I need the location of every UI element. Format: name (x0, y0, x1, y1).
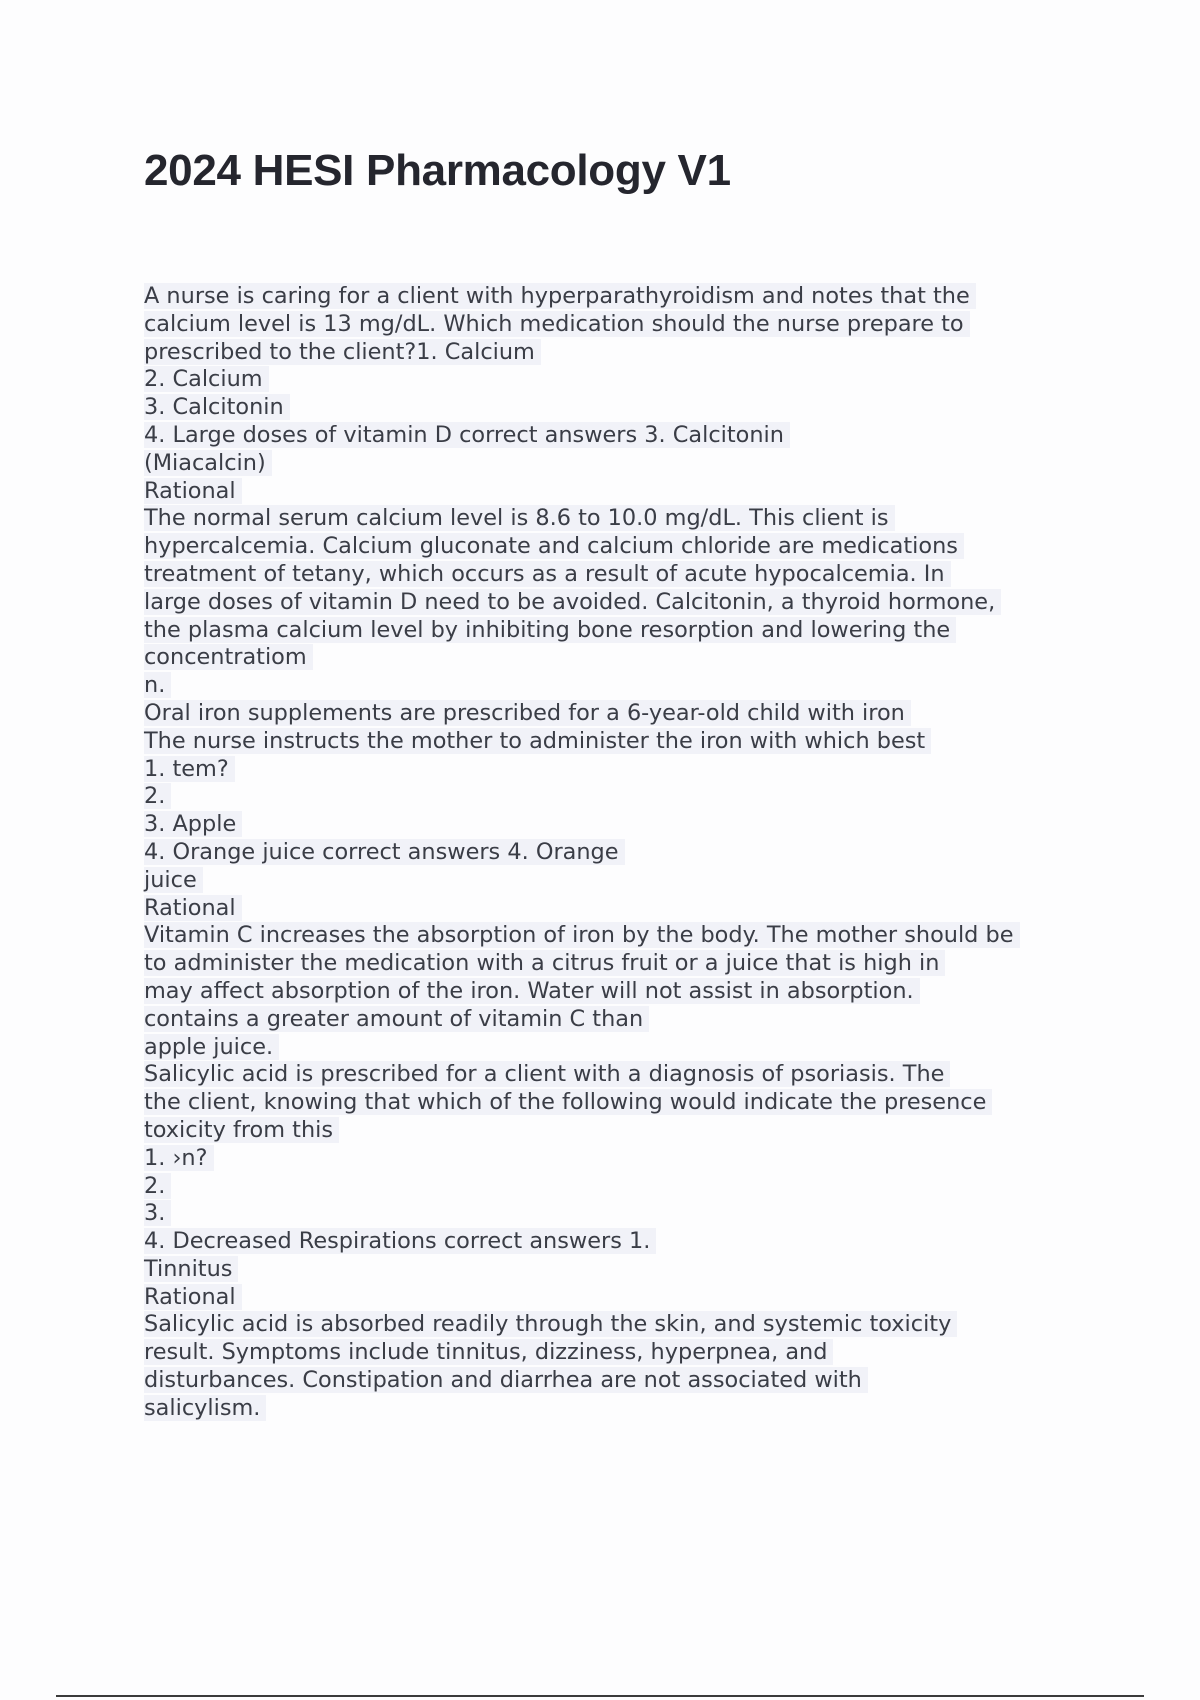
text-line (144, 672, 1084, 700)
text-line (144, 283, 1084, 311)
text-line (144, 1145, 1084, 1173)
text-line (144, 728, 1084, 756)
text-line (144, 311, 1084, 339)
text-line (144, 839, 1084, 867)
text-line-content: prescribed to the client?1. Calcium (144, 339, 541, 365)
text-line (144, 1311, 1084, 1339)
text-line (144, 617, 1084, 645)
text-line-content: 2. (144, 783, 171, 809)
text-line-content: the plasma calcium level by inhibiting bone resorption and lowering the (144, 617, 956, 643)
text-line (144, 644, 1084, 672)
text-line (144, 1339, 1084, 1367)
text-line-content: large doses of vitamin D need to be avoided. Calcitonin, a thyroid hormone, (144, 589, 1001, 615)
text-line (144, 811, 1084, 839)
text-line (144, 561, 1084, 589)
text-line-content: 2. Calcium (144, 366, 269, 392)
text-line-content: hypercalcemia. Calcium gluconate and calcium chloride are medications (144, 533, 964, 559)
text-line (144, 339, 1084, 367)
text-line-content: The nurse instructs the mother to administer the iron with which best (144, 728, 931, 754)
text-line-content: salicylism. (144, 1395, 266, 1421)
text-line (144, 1061, 1084, 1089)
text-line (144, 783, 1084, 811)
text-line (144, 366, 1084, 394)
text-line (144, 756, 1084, 784)
text-line-content: A nurse is caring for a client with hyperparathyroidism and notes that the (144, 283, 976, 309)
text-line-content: 4. Large doses of vitamin D correct answers 3. Calcitonin (144, 422, 790, 448)
document-title: 2024 HESI Pharmacology V1 (144, 146, 731, 195)
text-line (144, 1284, 1084, 1312)
text-line-content: juice (144, 867, 203, 893)
text-line-content: Salicylic acid is absorbed readily through the skin, and systemic toxicity (144, 1311, 957, 1337)
text-line-content: treatment of tetany, which occurs as a result of acute hypocalcemia. In (144, 561, 951, 587)
text-line-content: Tinnitus (144, 1256, 238, 1282)
text-line (144, 867, 1084, 895)
text-line-content: disturbances. Constipation and diarrhea are not associated with (144, 1367, 868, 1393)
text-line (144, 589, 1084, 617)
text-line (144, 1395, 1084, 1423)
text-line-content: Rational (144, 1284, 242, 1310)
document-body (144, 283, 1084, 1423)
text-line-content: Oral iron supplements are prescribed for a 6-year-old child with iron (144, 700, 911, 726)
text-line-content: calcium level is 13 mg/dL. Which medication should the nurse prepare to (144, 311, 970, 337)
text-line (144, 1173, 1084, 1201)
text-line (144, 505, 1084, 533)
text-line (144, 1089, 1084, 1117)
text-line-content: 1. ›n? (144, 1145, 214, 1171)
text-line-content: concentratiom (144, 644, 313, 670)
text-line-content: contains a greater amount of vitamin C than (144, 1006, 649, 1032)
text-line (144, 1367, 1084, 1395)
text-line (144, 922, 1084, 950)
text-line-content: result. Symptoms include tinnitus, dizziness, hyperpnea, and (144, 1339, 833, 1365)
footer-divider (56, 1695, 1144, 1697)
text-line (144, 1034, 1084, 1062)
text-line-content: may affect absorption of the iron. Water will not assist in absorption. (144, 978, 920, 1004)
text-line (144, 394, 1084, 422)
text-line-content: (Miacalcin) (144, 450, 272, 476)
text-line-content: 1. tem? (144, 756, 235, 782)
text-line-content: 4. Orange juice correct answers 4. Orange (144, 839, 625, 865)
text-line (144, 950, 1084, 978)
text-line-content: Rational (144, 478, 242, 504)
text-line-content: The normal serum calcium level is 8.6 to 10.0 mg/dL. This client is (144, 505, 895, 531)
text-line-content: the client, knowing that which of the following would indicate the presence (144, 1089, 992, 1115)
text-line (144, 1256, 1084, 1284)
text-line-content: n. (144, 672, 171, 698)
text-line-content: Rational (144, 895, 242, 921)
text-line (144, 450, 1084, 478)
text-line-content: 2. (144, 1173, 171, 1199)
text-line-content: 3. Calcitonin (144, 394, 290, 420)
text-line-content: Vitamin C increases the absorption of iron by the body. The mother should be (144, 922, 1020, 948)
text-line (144, 1006, 1084, 1034)
text-line (144, 978, 1084, 1006)
text-line (144, 478, 1084, 506)
text-line (144, 1200, 1084, 1228)
text-line (144, 895, 1084, 923)
text-line-content: apple juice. (144, 1034, 279, 1060)
text-line (144, 1117, 1084, 1145)
text-line (144, 533, 1084, 561)
text-line-content: Salicylic acid is prescribed for a client with a diagnosis of psoriasis. The (144, 1061, 950, 1087)
text-line-content: 4. Decreased Respirations correct answers 1. (144, 1228, 656, 1254)
text-line-content: toxicity from this (144, 1117, 339, 1143)
text-line (144, 422, 1084, 450)
text-line-content: 3. (144, 1200, 171, 1226)
text-line-content: to administer the medication with a citrus fruit or a juice that is high in (144, 950, 945, 976)
text-line-content: 3. Apple (144, 811, 242, 837)
text-line (144, 700, 1084, 728)
text-line (144, 1228, 1084, 1256)
